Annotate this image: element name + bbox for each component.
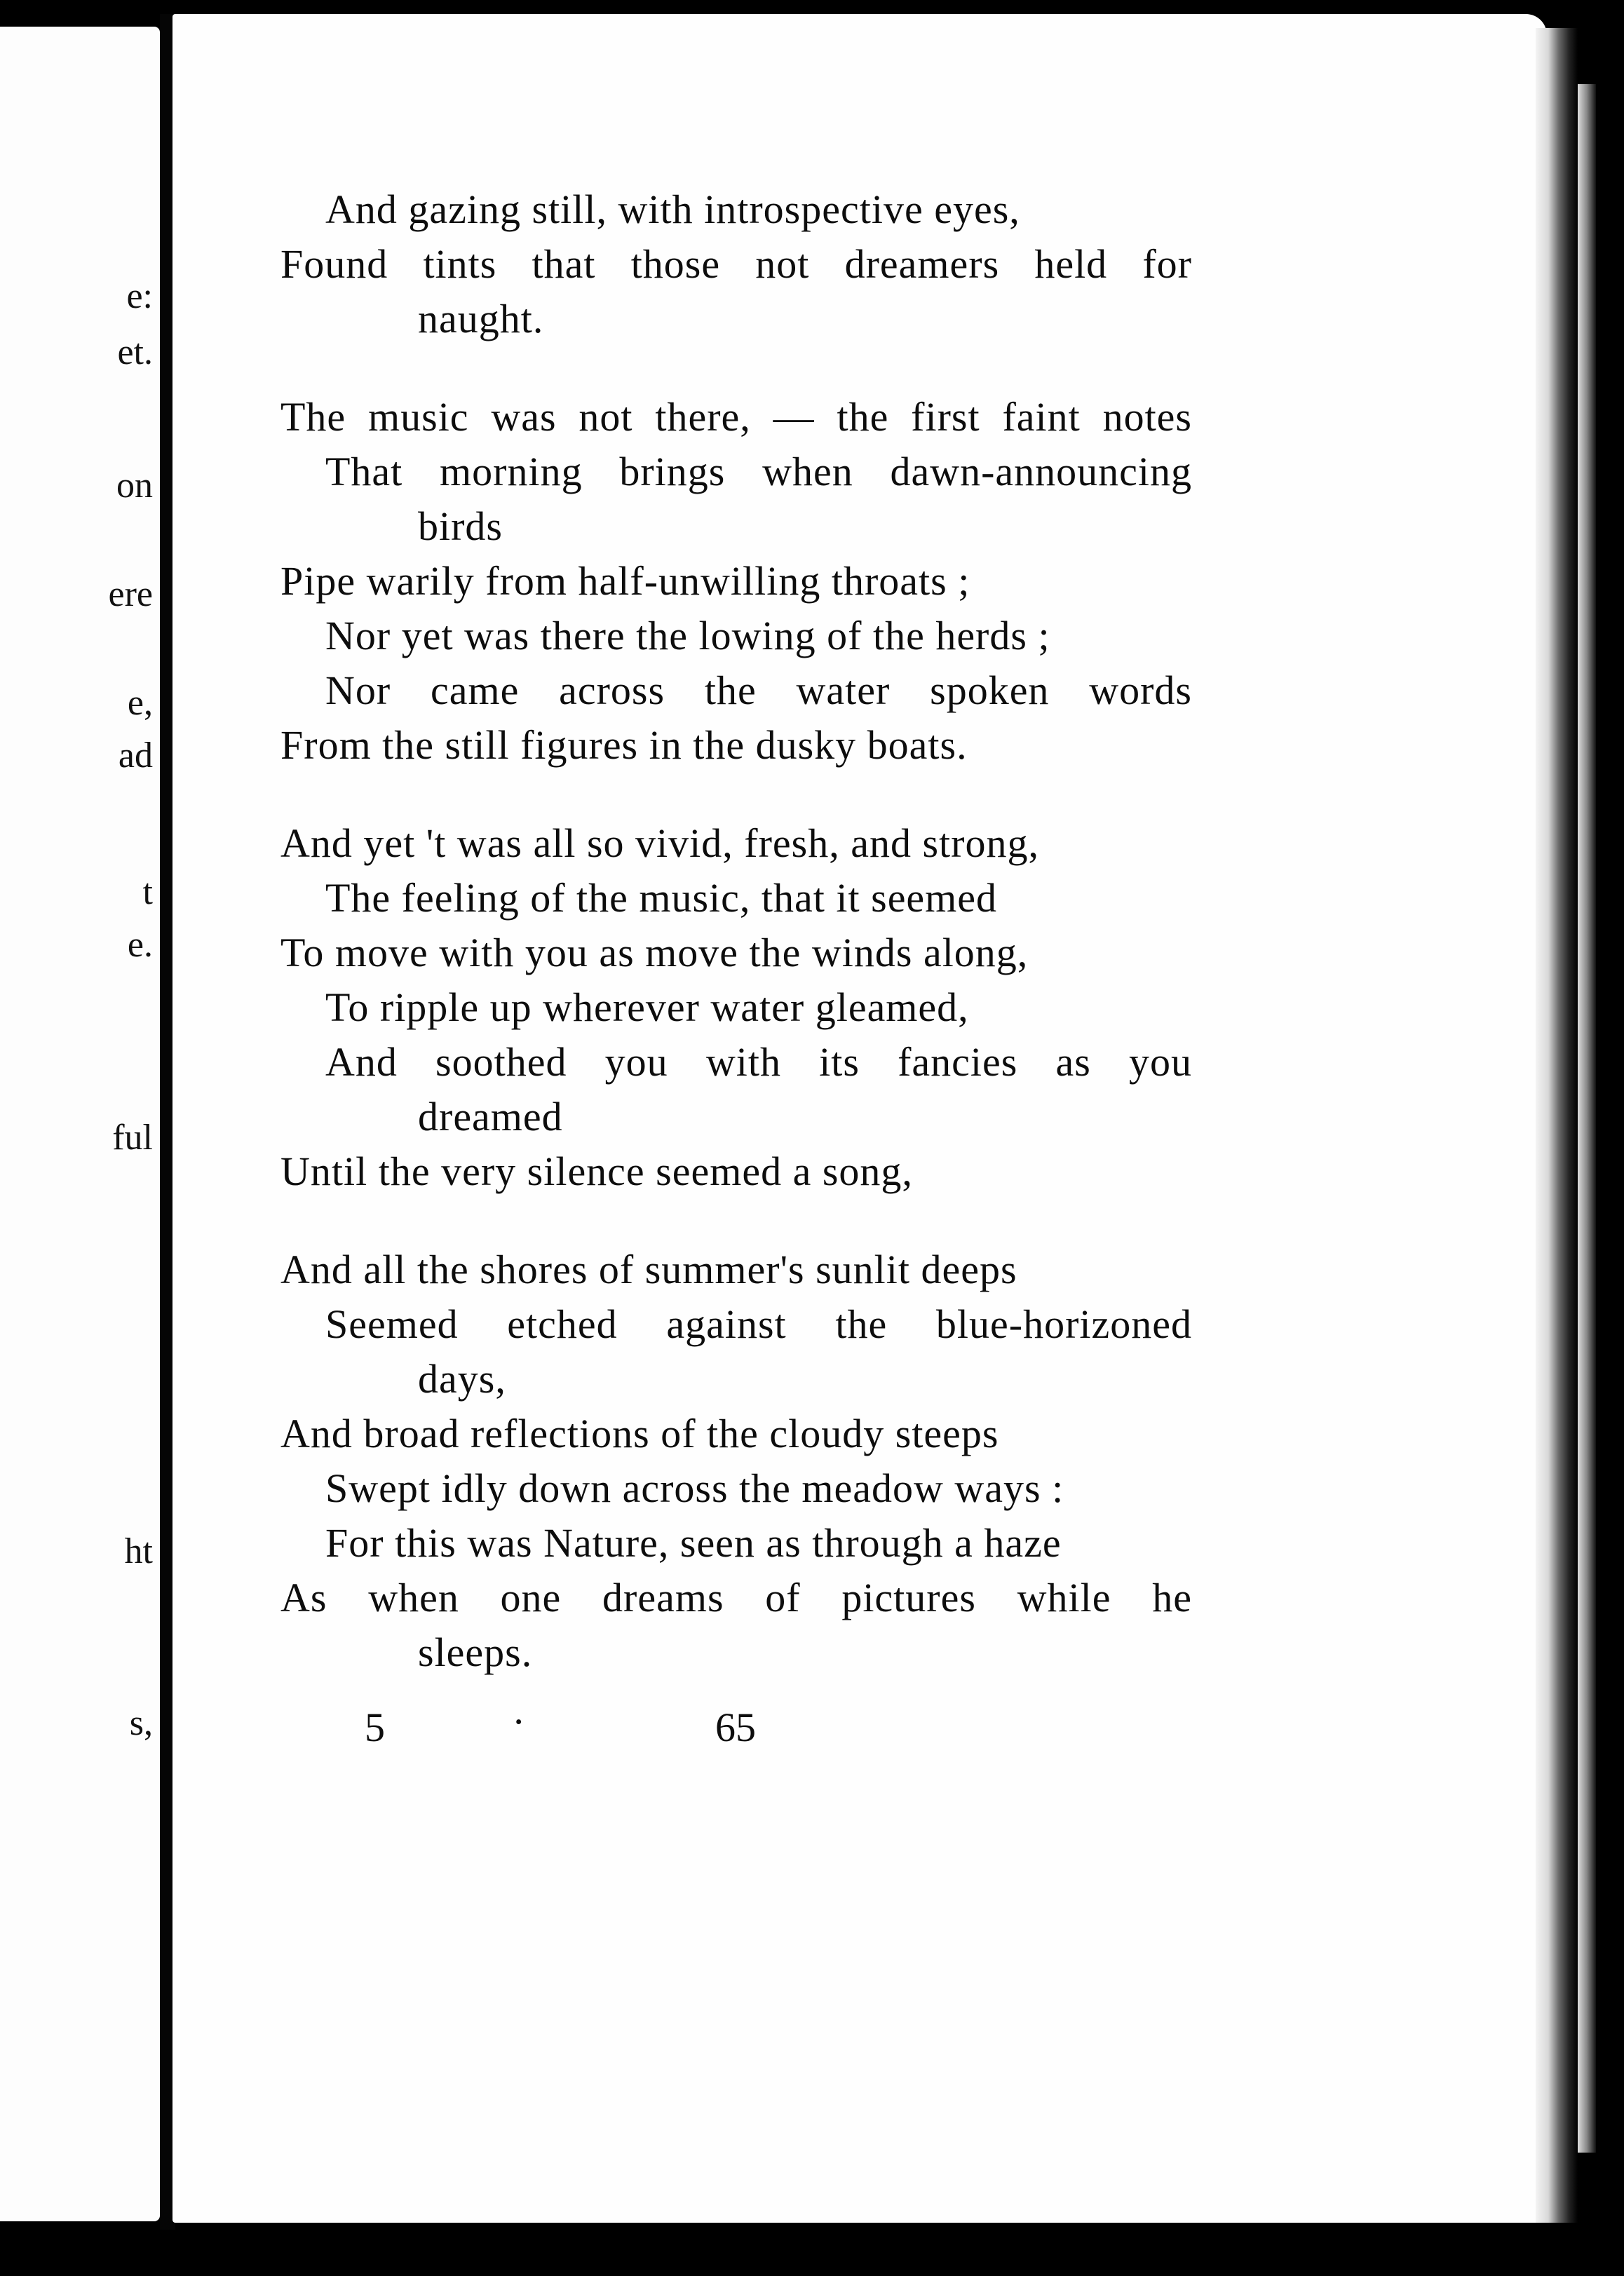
page-number: 65 [715,1705,756,1750]
poem-line: birds [418,503,503,549]
facing-page-text: on [116,466,153,506]
stanza [280,1242,1192,1680]
poem-line: That morning brings when dawn-announcing [325,449,1192,494]
facing-page-text: ful [112,1118,153,1158]
poem-line: And soothed you with its fancies as you [325,1039,1192,1085]
poem-line: And gazing still, with introspective eyes, [325,187,1020,232]
poem-line: Nor yet was there the lowing of the herds ; [325,613,1050,658]
facing-page-text: e, [127,683,153,723]
facing-page-text: ht [124,1531,153,1571]
poem [280,182,1192,1723]
poem-line: Nor came across the water spoken words [325,668,1192,713]
poem-line: And broad reflections of the cloudy steeps [280,1411,999,1456]
page-edge-shadow [1578,84,1596,2153]
facing-page-text: s, [129,1703,153,1743]
poem-line: The music was not there, — the first faint notes [280,394,1192,440]
poem-line: Found tints that those not dreamers held for [280,241,1192,287]
poem-line: To ripple up wherever water gleamed, [325,984,969,1030]
stanza [280,816,1192,1199]
poem-line: naught. [418,296,544,341]
signature-mark: 5 [365,1705,385,1750]
stanza [280,390,1192,773]
stanza [280,182,1192,346]
facing-page [0,27,160,2221]
poem-line: sleeps. [418,1630,533,1675]
poem-line: Until the very silence seemed a song, [280,1149,913,1194]
page-edge [1536,28,1578,2223]
facing-page-text: e: [126,276,153,316]
poem-line: dreamed [418,1094,563,1139]
footer-dot: · [512,1699,526,1745]
poem-line: For this was Nature, seen as through a haze [325,1520,1062,1566]
poem-line: Seemed etched against the blue-horizoned [325,1301,1192,1347]
poem-line: To move with you as move the winds along, [280,930,1029,975]
facing-page-text: e. [127,925,153,965]
facing-page-text: et. [117,332,153,372]
poem-line: days, [418,1356,506,1402]
poem-line: Swept idly down across the meadow ways : [325,1465,1064,1511]
poem-line: The feeling of the music, that it seemed [325,875,998,921]
poem-line: From the still figures in the dusky boats. [280,722,968,768]
facing-page-text: ad [118,736,153,775]
page-footer [365,1699,785,1760]
poem-line: And yet 't was all so vivid, fresh, and strong, [280,820,1039,866]
poem-line: Pipe warily from half-unwilling throats ; [280,558,970,604]
facing-page-text: ere [108,574,153,614]
poem-line: And all the shores of summer's sunlit deeps [280,1247,1017,1292]
facing-page-text: t [142,872,153,912]
poem-line: As when one dreams of pictures while he [280,1575,1192,1620]
